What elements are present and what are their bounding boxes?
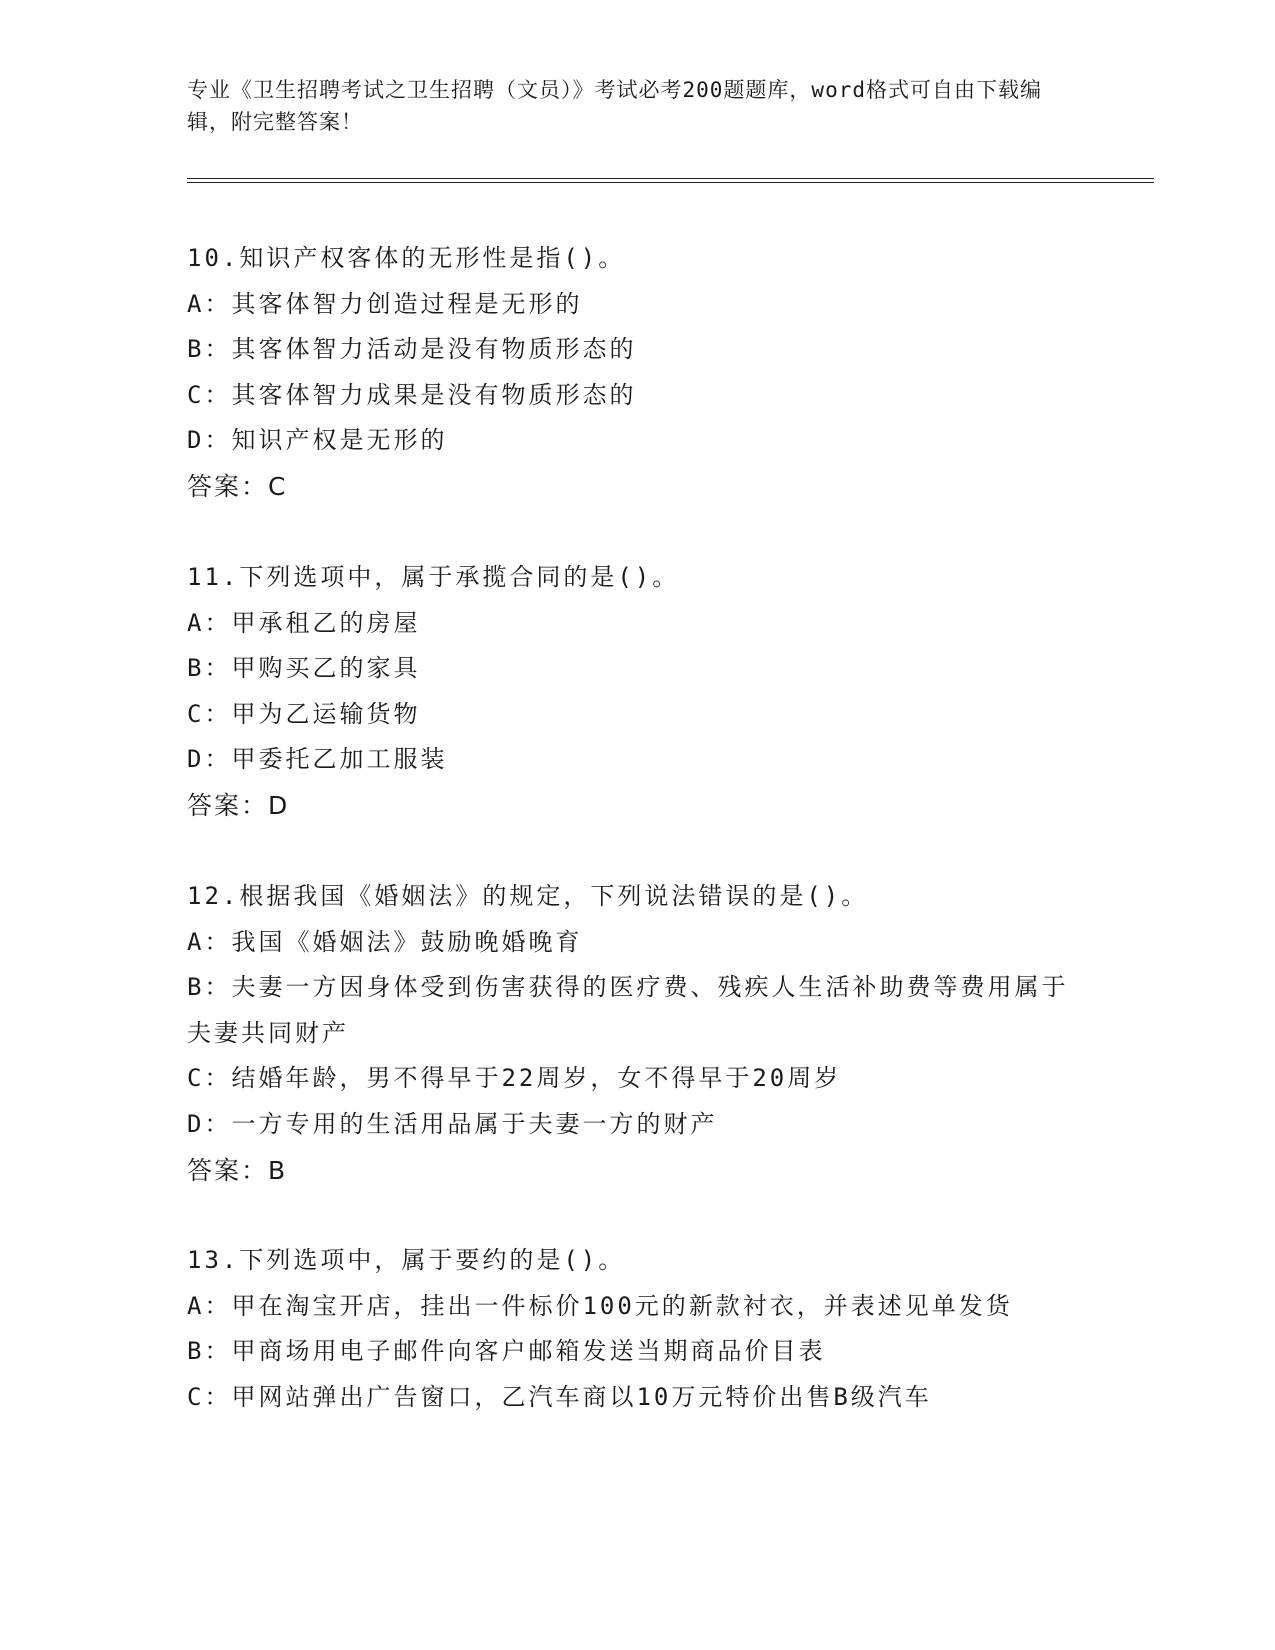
option-b: B：甲商场用电子邮件向客户邮箱发送当期商品价目表 [187,1337,826,1366]
question-block [187,1238,1087,1420]
option-c: C：甲为乙运输货物 [187,699,421,728]
header-divider-bottom [187,182,1154,183]
option-a: A：甲承租乙的房屋 [187,608,421,637]
option-a: A：其客体智力创造过程是无形的 [187,289,583,318]
question-block [187,236,1087,510]
option-c: C：结婚年龄，男不得早于22周岁，女不得早于20周岁 [187,1064,842,1093]
question-block [187,555,1087,829]
question-stem: 10.知识产权客体的无形性是指()。 [187,244,626,272]
option-c: C：甲网站弹出广告窗口，乙汽车商以10万元特价出售B级汽车 [187,1382,932,1411]
option-d: D：一方专用的生活用品属于夫妻一方的财产 [187,1109,718,1138]
answer-text: 答案：D [187,790,290,820]
option-d: D：甲委托乙加工服装 [187,745,448,774]
option-a: A：甲在淘宝开店，挂出一件标价100元的新款衬衣，并表述见单发货 [187,1291,1013,1320]
document-header: 专业《卫生招聘考试之卫生招聘（文员）》考试必考200题题库，word格式可自由下载编辑，附完整答案！ [187,78,1042,134]
answer-text: 答案：B [187,1155,288,1185]
option-b: B：夫妻一方因身体受到伤害获得的医疗费、残疾人生活补助费等费用属于夫妻共同财产 [187,973,1069,1047]
answer-text: 答案：C [187,471,288,501]
option-a: A：我国《婚姻法》鼓励晚婚晚育 [187,927,583,956]
option-b: B：甲购买乙的家具 [187,654,421,683]
question-stem: 12.根据我国《婚姻法》的规定，下列说法错误的是()。 [187,882,869,910]
question-stem: 13.下列选项中，属于要约的是()。 [187,1246,626,1274]
header-divider-top [187,178,1154,179]
question-stem: 11.下列选项中，属于承揽合同的是()。 [187,563,680,591]
option-c: C：其客体智力成果是没有物质形态的 [187,380,637,409]
option-b: B：其客体智力活动是没有物质形态的 [187,335,637,364]
question-block [187,874,1087,1193]
option-d: D：知识产权是无形的 [187,426,448,455]
